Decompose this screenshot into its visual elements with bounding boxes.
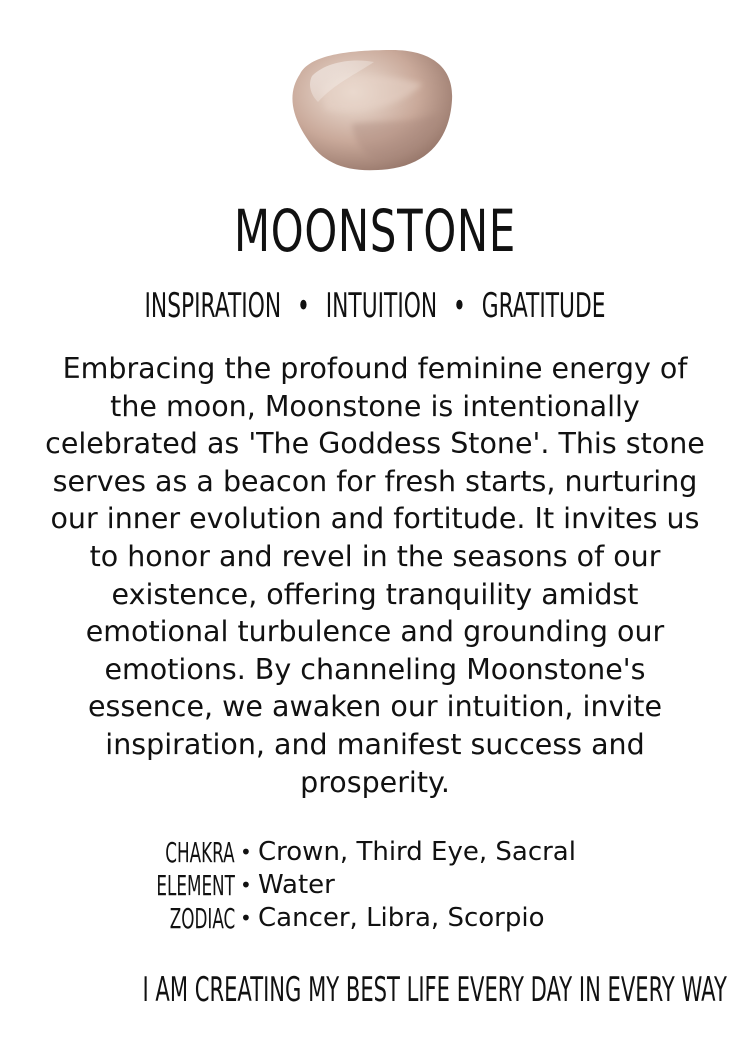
- bullet-icon: •: [240, 873, 252, 897]
- attribute-separator: •: [296, 286, 310, 326]
- stone-attributes: [135, 284, 615, 328]
- affirmation: I AM CREATING MY BEST LIFE EVERY DAY IN EVERY WAY: [142, 970, 727, 1010]
- attribute-intuition: INTUITION: [325, 286, 438, 326]
- property-value: Water: [258, 870, 335, 900]
- stone-properties: [0, 836, 750, 935]
- stone-title: MOONSTONE: [233, 197, 516, 265]
- property-value: Crown, Third Eye, Sacral: [258, 837, 576, 867]
- bullet-icon: •: [240, 906, 252, 930]
- attribute-inspiration: INSPIRATION: [144, 286, 282, 326]
- property-element: [0, 869, 750, 902]
- property-key: ZODIAC: [169, 902, 235, 935]
- property-value: Cancer, Libra, Scorpio: [258, 903, 545, 933]
- bullet-icon: •: [240, 840, 252, 864]
- property-key: ELEMENT: [156, 869, 235, 902]
- moonstone-icon: [282, 44, 458, 176]
- attribute-gratitude: GRATITUDE: [481, 286, 606, 326]
- attribute-separator: •: [453, 286, 466, 326]
- property-key: CHAKRA: [165, 836, 235, 869]
- stone-description: Embracing the profound feminine energy of the moon, Moonstone is intentionally celebrated as 'The Goddess Stone'. This stone serves as a beacon for fresh starts, nurturing our inner evolution and fortitude. It invites us to honor and revel in the seasons of our existence, offering tranquility amidst emotional turbulence and grounding our emotions. By channeling Moonstone's essence, we awaken our intuition, invite inspiration, and manifest success and prosperity.: [45, 352, 705, 799]
- property-chakra: [0, 836, 750, 869]
- moonstone-image: [282, 44, 458, 176]
- property-zodiac: [0, 902, 750, 935]
